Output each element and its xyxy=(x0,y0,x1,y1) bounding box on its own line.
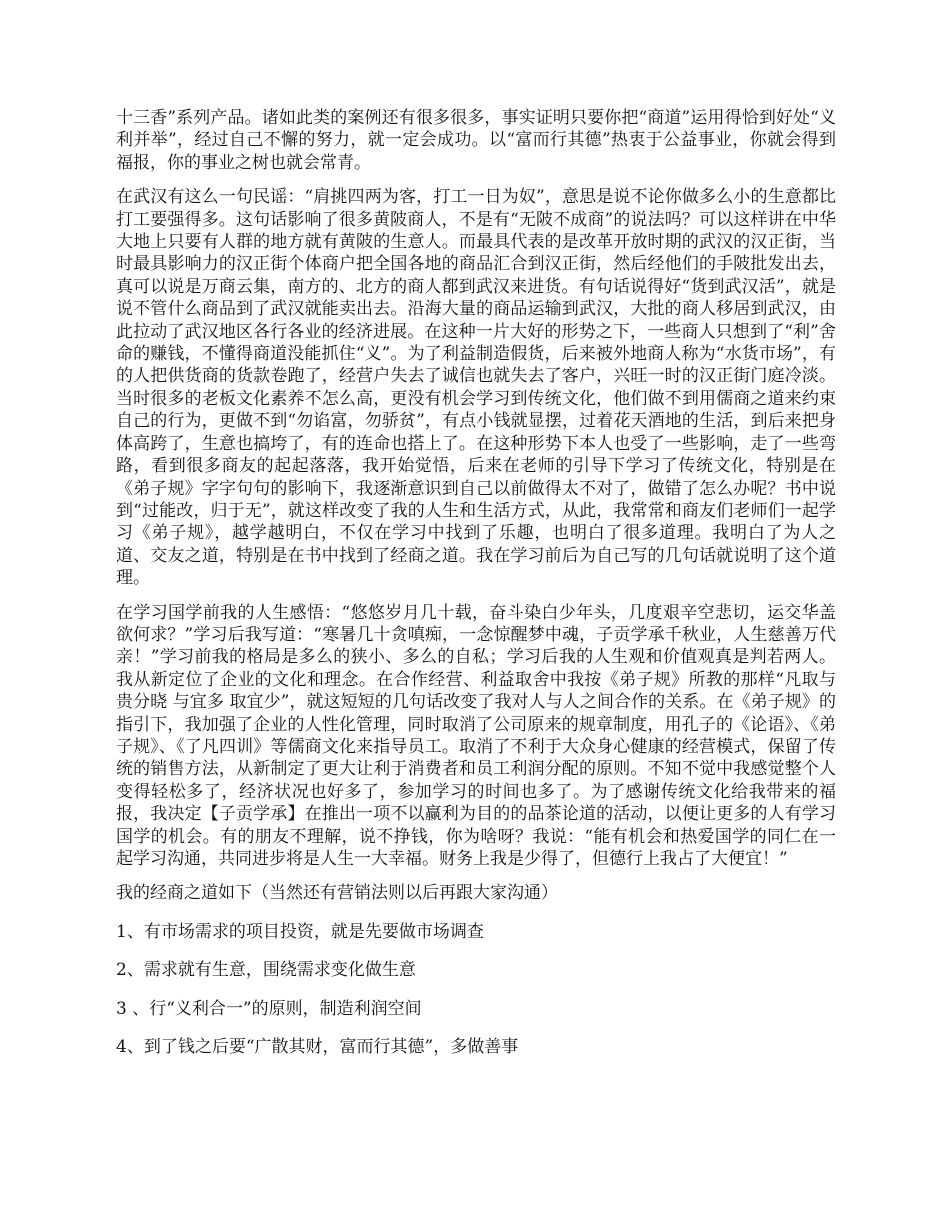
document-body xyxy=(116,107,836,1074)
paragraph-3: 在学习国学前我的人生感悟：“悠悠岁月几十载，奋斗染白少年头，几度艰辛空悲切，运交华盖欲何求？”学习后我写道：“寒暑几十贪嗔痴，一念惊醒梦中魂，子贡学承千秋业，人生慈善万代亲！”学习前我的格局是多么的狭小、多么的自私；学习后我的人生观和价值观真是判若两人。我从新定位了企业的文化和理念。在合作经营、利益取舍中我按《弟子规》所教的那样“凡取与 贵分晓 与宜多 取宜少”，就这短短的几句话改变了我对人与人之间合作的关系。在《弟子规》的指引下，我加强了企业的人性化管理，同时取消了公司原来的规章制度，用孔子的《论语》、《弟子规》、《了凡四训》等儒商文化来指导员工。取消了不利于大众身心健康的经营模式，保留了传统的销售方法，从新制定了更大让利于消费者和员工利润分配的原则。不知不觉中我感觉整个人变得轻松多了，经济状况也好多了，参加学习的时间也多了。为了感谢传统文化给我带来的福报，我决定【子贡学承】在推出一项不以赢利为目的的品茶论道的活动，以便让更多的人有学习国学的机会。有的朋友不理解，说不挣钱，你为啥呀？我说：“能有机会和热爱国学的同仁在一起学习沟通，共同进步将是人生一大幸福。财务上我是少得了，但德行上我占了大便宜！” xyxy=(116,602,836,869)
paragraph-1: 十三香”系列产品。诸如此类的案例还有很多很多，事实证明只要你把“商道”运用得恰到好处“义利并举”，经过自己不懈的努力，就一定会成功。以“富而行其德”热衷于公益事业，你就会得到福报，你的事业之树也就会常青。 xyxy=(116,108,836,173)
paragraph-2: 在武汉有这么一句民谣：“肩挑四两为客，打工一日为奴”，意思是说不论你做多么小的生意都比打工要强得多。这句话影响了很多黄陂商人，不是有“无陂不成商”的说法吗？可以这样讲在中华大地上只要有人群的地方就有黄陂的生意人。而最具代表的是改革开放时期的武汉的汉正街，当时最具影响力的汉正街个体商户把全国各地的商品汇合到汉正街，然后经他们的手陂批发出去，真可以说是万商云集，南方的、北方的商人都到武汉来进货。有句话说得好“货到武汉活”，就是说不管什么商品到了武汉就能卖出去。沿海大量的商品运输到武汉，大批的商人移居到武汉，由此拉动了武汉地区各行各业的经济进展。在这种一片大好的形势之下，一些商人只想到了“利”舍命的赚钱，不懂得商道没能抓住“义”。为了利益制造假货，后来被外地商人称为“水货市场”，有的人把供货商的货款卷跑了，经营户失去了诚信也就失去了客户，兴旺一时的汉正街门庭冷淡。当时很多的老板文化素养不怎么高，更没有机会学习到传统文化，他们做不到用儒商之道来约束自己的行为，更做不到“勿谄富，勿骄贫”，有点小钱就显摆，过着花天酒地的生活，到后来把身体高跨了，生意也搞垮了，有的连命也搭上了。在这种形势下本人也受了一些影响，走了一些弯路，看到很多商友的起起落落，我开始觉悟，后来在老师的引导下学习了传统文化，特别是在《弟子规》字字句句的影响下，我逐渐意识到自己以前做得太不对了，做错了怎么办呢？书中说到“过能改，归于无”，就这样改变了我的人生和生活方式，从此，我常常和商友们老师们一起学习《弟子规》，越学越明白，不仅在学习中找到了乐趣，也明白了很多道理。我明白了为人之道、交友之道，特别是在书中找到了经商之道。我在学习前后为自己写的几句话就说明了这个道理。 xyxy=(116,187,836,589)
list-item-3: 3 、行“义利合一”的原则，制造利润空间 xyxy=(116,998,422,1019)
list-item-2: 2、需求就有生意，围绕需求变化做生意 xyxy=(116,960,416,981)
list-item-4: 4、到了钱之后要“广散其财，富而行其德”，多做善事 xyxy=(116,1037,519,1058)
list-item-1: 1、有市场需求的项目投资，就是先要做市场调查 xyxy=(116,921,484,942)
list-intro: 我的经商之道如下（当然还有营销法则以后再跟大家沟通） xyxy=(116,883,558,904)
